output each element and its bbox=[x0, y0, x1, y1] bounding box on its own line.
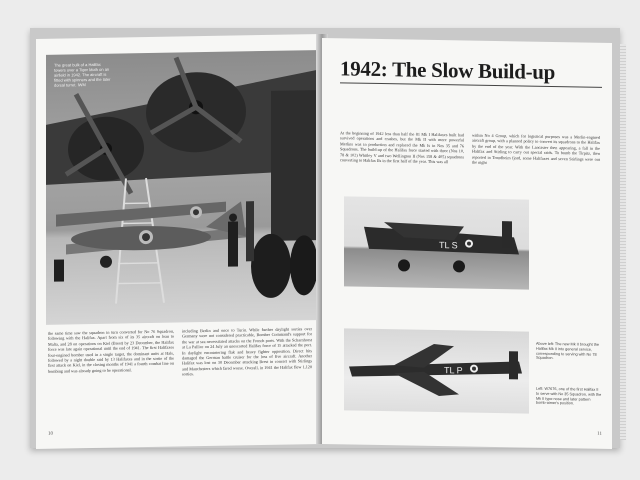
halifax-photo bbox=[46, 50, 316, 325]
photo-caption-upper: Above left: The new Mk II brought the Halifax Mk II into general service, corresponding to serving with No 78 Squadron. bbox=[536, 341, 600, 361]
page-edges bbox=[620, 44, 626, 440]
photo-caption-lower: Left: W7676, one of the first Halifax II to serve with No 35 Squadron, with the Mk II type nose and later pattern bomb-aimer's position. bbox=[536, 386, 602, 406]
left-text-column-1: the same time saw the squadron in turn converted for No 76 Squadron, following with the Halifax. Apart from six of its 35 aircraft on loan to Malta, and 28 on operations on Kiel (Brest) by 23 December, the Halifax force was late again operational until the end of 1941. The first Halifaxes four-engined bomber used in a single target, the dominant units at Hals, followed by a night double raid by 13 Halifaxes and in the sortie of the first attack on Kiel, in the closing months of 1941 a fourth combat line on bombing and was already going to be operational. bbox=[48, 328, 174, 374]
right-page bbox=[322, 38, 612, 449]
photo-caption: The great bulk of a Halifax towers over a Tiger Moth on an airfield in 1942. The aircraft is fitted with spinners and the later dorsal turret. IWM bbox=[54, 61, 111, 88]
right-page-number: 11 bbox=[597, 431, 602, 437]
aircraft-code-1: TL S bbox=[439, 240, 458, 251]
halifax-flight-illustration bbox=[344, 328, 529, 413]
left-page-number: 10 bbox=[48, 431, 53, 437]
right-text-column-2: within No 4 Group, which for logistical purposes was a Merlin-engined aircraft group, with a planned policy to convert its squadrons to the Halifax by the end of the year. With the Lancaster then appearing, a fall in the Halifax and Stirling to carry out special raids. To bomb the Tirpitz, then reported in Trondheim fjord, some Halifaxes and seven Stirlings were out the night bbox=[472, 132, 600, 165]
halifax-flight-photo bbox=[344, 328, 529, 413]
halifax-ground-photo bbox=[344, 196, 529, 289]
aircraft-code-2: TL P bbox=[444, 365, 463, 376]
left-page bbox=[36, 34, 322, 449]
halifax-ground-illustration bbox=[344, 196, 529, 289]
right-text-column-1: At the beginning of 1942 less than half the 81 Mk I Halifaxes built had survived operations and crashes, but the Mk II with more powerful Merlins was in production and replaced the Mk Is in Nos 35 and 76 Squadrons. The build-up of the Halifax force started with three (Nos 10, 78 & 102) Whitley V and two Wellington II (Nos 158 & 405) squadrons converting to Halifax IIs in the first half of the year. This was all bbox=[340, 130, 464, 165]
halifax-illustration bbox=[46, 50, 316, 325]
left-text-column-2: including Berlin and once to Turin. While further daylight sorties over Germany were not considered practicable, Bomber Command's support for the war at sea necessitated attacks on the French ports. With the Scharnhorst at La Pallice on 24 July an unescorted Halifax force of 15 attacked the port. In daylight encountering flak and heavy fighter opposition. Direct hits damaged the German battle cruiser for the loss of five aircraft. Another Halifax was lost on 30 December attacking Brest in concert with Stirlings and Manchesters which fared worse. Overall, in 1941 the Halifax flew 1,120 sorties. bbox=[182, 326, 312, 377]
chapter-title: 1942: The Slow Build-up bbox=[340, 56, 556, 85]
